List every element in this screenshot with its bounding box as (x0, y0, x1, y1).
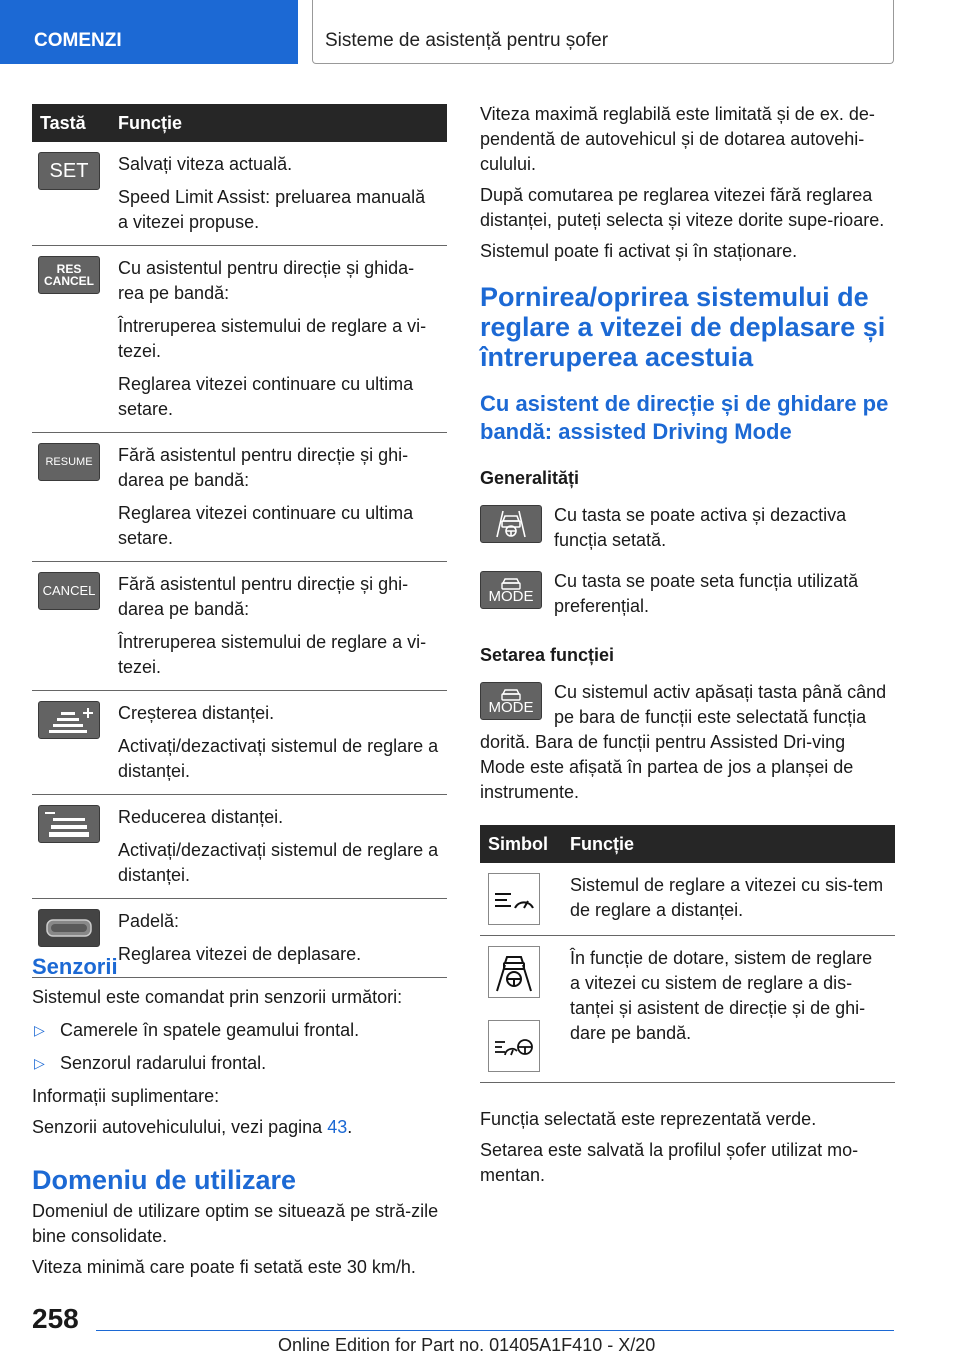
general-item (480, 503, 895, 553)
steering-assist-symbol-icon (488, 946, 540, 998)
usage-paragraph: Domeniul de utilizare optim se situează pe stră-zile bine consolidate. (32, 1201, 439, 1246)
table-row (32, 246, 447, 433)
distance-decrease-key-icon (38, 805, 100, 843)
table-row (32, 691, 447, 795)
reference-end: . (347, 1117, 353, 1137)
row-text: Salvați viteza actuală. (118, 154, 293, 174)
row-text: În funcție de dotare, sistem de reglare a vitezei cu sistem de reglare a dis-tanței și asistent de direcție și de ghi-dare pe bandă. (570, 948, 873, 1043)
more-info-label: Informații suplimentare: (32, 1086, 220, 1106)
sensors-intro: Sistemul este comandat prin senzorii următori: (32, 987, 403, 1007)
col-header-function: Funcție (562, 825, 895, 863)
page-number: 258 (32, 1303, 79, 1334)
cancel-key-icon: CANCEL (38, 572, 100, 610)
key-function-table (32, 104, 447, 978)
paragraph: După comutarea pe reglarea vitezei fără reglarea distanței, puteți selecta și viteze dorite supe-rioare. (480, 185, 885, 230)
chapter-title: Sisteme de asistență pentru șofer (325, 30, 609, 51)
reference-text: Senzorii autovehiculului, vezi pagina (32, 1117, 328, 1137)
mode-key-icon: MODE (480, 571, 542, 609)
col-header-symbol: Simbol (480, 825, 562, 863)
general-item (480, 569, 895, 619)
resume-key-icon: RESUME (38, 443, 100, 481)
row-text: Cu asistentul pentru direcție și ghida-rea pe bandă: (118, 258, 415, 303)
row-text: Reglarea vitezei continuare cu ultima setare. (118, 503, 414, 548)
table-header-row (480, 825, 895, 863)
row-text: Activați/dezactivați sistemul de reglare a distanței. (118, 840, 439, 885)
setting-block (480, 680, 895, 805)
table-row (32, 142, 447, 246)
usage-heading: Domeniu de utilizare (32, 1165, 297, 1195)
usage-section (32, 1165, 447, 1280)
row-text: Creșterea distanței. (118, 703, 275, 723)
list-item: ▷ Camerele în spatele geamului frontal. (32, 1018, 447, 1043)
setting-heading: Setarea funcției (480, 645, 615, 665)
row-text: Reducerea distanței. (118, 807, 284, 827)
left-column (32, 104, 447, 978)
page-reference (32, 1115, 447, 1140)
symbol-function-table (480, 825, 895, 1083)
row-text: Întreruperea sistemului de reglare a vi-tezei. (118, 632, 427, 677)
set-key-icon: SET (38, 152, 100, 190)
acc-steering-symbol-icon (488, 1020, 540, 1072)
mode-key-icon: MODE (480, 682, 542, 720)
row-text: Întreruperea sistemului de reglare a vi-tezei. (118, 316, 427, 361)
edition-note: Online Edition for Part no. 01405A1F410 - X/20 (278, 1335, 656, 1355)
right-column (480, 102, 895, 1188)
paragraph: Funcția selectată este reprezentată verde. (480, 1109, 817, 1129)
section-tab (0, 0, 298, 64)
row-text: Activați/dezactivați sistemul de reglare a distanței. (118, 736, 439, 781)
paragraph: Viteza maximă reglabilă este limitată și de ex. de-pendentă de autovehicul și de dotarea autovehi-culului. (480, 104, 875, 174)
table-header-row (32, 104, 447, 142)
sensors-heading: Senzorii (32, 954, 118, 979)
table-row (32, 795, 447, 899)
footer-divider (96, 1330, 894, 1331)
table-row (480, 936, 895, 1083)
row-text: Reglarea vitezei continuare cu ultima setare. (118, 374, 414, 419)
general-item-text: Cu tasta se poate seta funcția utilizată preferențial. (554, 571, 859, 616)
section-heading: Pornirea/oprirea sistemului de reglare a vitezei de deplasare și întreruperea acestuia (480, 282, 886, 372)
table-row (32, 433, 447, 562)
general-heading: Generalități (480, 468, 580, 488)
usage-paragraph: Viteza minimă care poate fi setată este 30 km/h. (32, 1257, 416, 1277)
row-text: Sistemul de reglare a vitezei cu sis-tem de reglare a distanței. (570, 875, 884, 920)
subsection-heading: Cu asistent de direcție și de ghidare pe bandă: assisted Driving Mode (480, 391, 889, 444)
row-text: Reglarea vitezei de deplasare. (118, 944, 362, 964)
rocker-paddle-icon (38, 909, 100, 947)
chapter-tab (312, 0, 894, 64)
sensors-section (32, 953, 447, 1140)
setting-text: Cu sistemul activ apăsați tasta până când pe bara de funcții este selectată funcția dorită. Bara de funcții pentru Assisted Dri-ving Mode este afișată în partea de jos a planșei de instrumente. (480, 682, 887, 802)
paragraph: Sistemul poate fi activat și în staționare. (480, 241, 798, 261)
row-text: Fără asistentul pentru direcție și ghi-darea pe bandă: (118, 574, 409, 619)
paragraph: Setarea este salvată la profilul șofer utilizat mo-mentan. (480, 1140, 859, 1185)
assisted-driving-key-icon (480, 505, 542, 543)
row-text: Fără asistentul pentru direcție și ghi-darea pe bandă: (118, 445, 409, 490)
acc-distance-symbol-icon (488, 873, 540, 925)
distance-increase-key-icon (38, 701, 100, 739)
res-cancel-key-icon: RES CANCEL (38, 256, 100, 294)
row-text: Speed Limit Assist: preluarea manuală a vitezei propuse. (118, 187, 426, 232)
section-label: COMENZI (34, 30, 122, 51)
row-text: Padelă: (118, 911, 180, 931)
table-row (32, 562, 447, 691)
table-row (480, 863, 895, 936)
list-item: ▷ Senzorul radarului frontal. (32, 1051, 447, 1076)
col-header-key: Tastă (32, 104, 110, 142)
col-header-function: Funcție (110, 104, 447, 142)
page-link[interactable]: 43 (327, 1117, 348, 1137)
general-item-text: Cu tasta se poate activa și dezactiva funcția setată. (554, 505, 847, 550)
